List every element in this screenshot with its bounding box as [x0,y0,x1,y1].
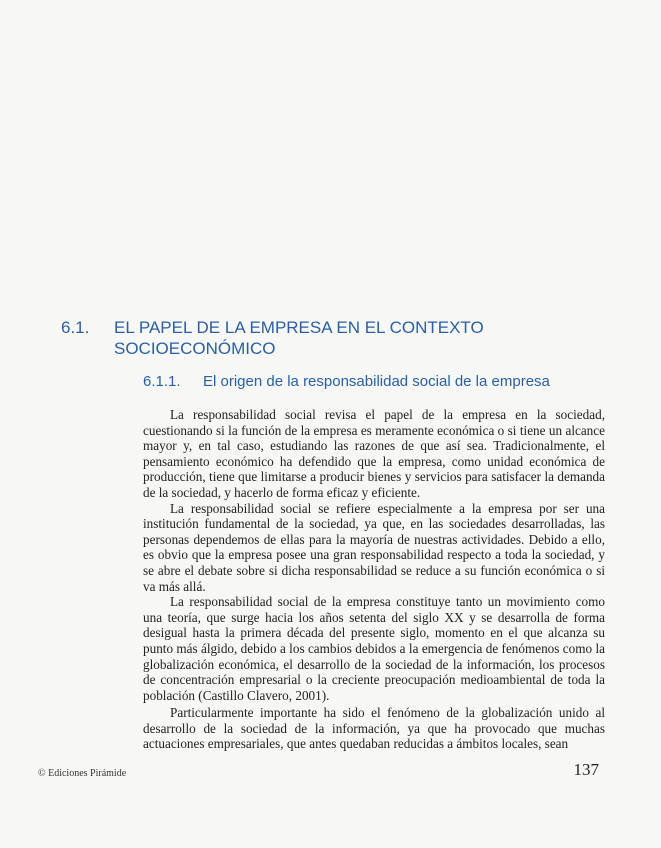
paragraph-3: La responsabilidad social de la empresa constituye tanto un movimiento como una teoría, que surge hacia los años setenta del siglo XX y se desarrolla de forma desigual hasta la primera década del presente siglo, momento en el que alcanza su punto más álgido, debido a los cambios debidos a la emergencia de fenómenos como la globalización económica, el desarrollo de la sociedad de la información, los procesos de concentración empresarial o la creciente preocupación medioambiental de toda la población (Castillo Clavero, 2001). [143,594,605,703]
paragraph-1: La responsabilidad social revisa el papel de la empresa en la sociedad, cuestionando si la función de la empresa es meramente económica o si tiene un alcance mayor y, en tal caso, estudiando las razones de que así sea. Tradicionalmente, el pensamiento económico ha defendido que la empresa, como unidad económica de producción, tiene que limitarse a producir bienes y servicios para satisfacer la demanda de la sociedad, y hacerlo de forma eficaz y eficiente. [143,407,605,500]
section-title-line2: SOCIOECONÓMICO [114,339,276,358]
subsection-number: 6.1.1. [143,373,181,390]
publisher-footer: © Ediciones Pirámide [38,768,127,779]
section-title [114,317,484,359]
subsection-title: El origen de la responsabilidad social de la empresa [203,373,550,390]
paragraph-4: Particularmente importante ha sido el fenómeno de la globalización unido al desarrollo de la sociedad de la información, ya que ha provocado que muchas actuaciones empresariales, que antes quedaban reducidas a ámbitos locales, sean [143,705,605,752]
subsection-heading [143,372,623,391]
body-text [143,407,605,752]
section-number: 6.1. [61,318,90,337]
page-number: 137 [573,760,599,779]
paragraph-2: La responsabilidad social se refiere especialmente a la empresa por ser una institución fundamental de la sociedad, ya que, en las sociedades desarrolladas, las personas dependemos de ellas para la mayoría de nuestras actividades. Debido a ello, es obvio que la empresa posee una gran responsabilidad respecto a toda la sociedad, y se abre el debate sobre si dicha responsabilidad se reduce a su función económica o si va más allá. [143,500,605,594]
section-heading [61,317,621,359]
section-title-line1: EL PAPEL DE LA EMPRESA EN EL CONTEXTO [114,318,484,337]
